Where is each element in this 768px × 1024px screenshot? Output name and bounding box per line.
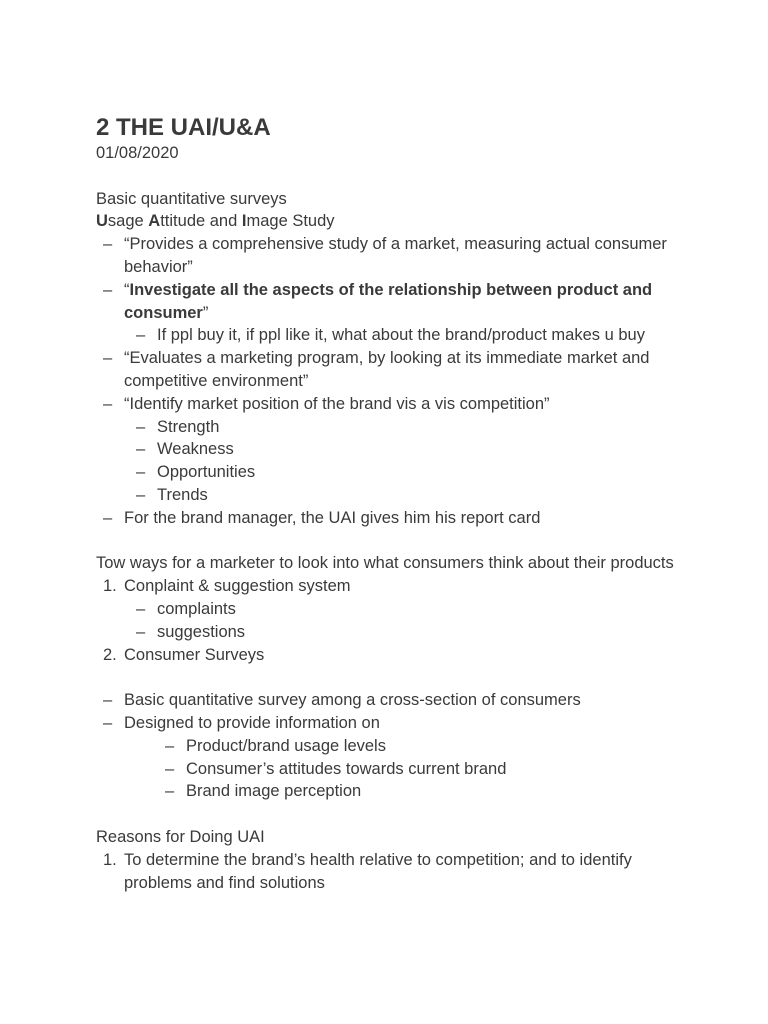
definition-text: “Evaluates a marketing program, by looking at its immediate market and competitive environment” xyxy=(124,349,650,390)
list-item xyxy=(96,507,676,530)
list-item xyxy=(96,393,676,416)
acronym-letter-i: I xyxy=(241,212,247,231)
sub-item-text: Product/brand usage levels xyxy=(186,736,386,755)
list-item xyxy=(96,644,676,667)
numbered-item-text: To determine the brand’s health relative to competition; and to identify problems and find solutions xyxy=(124,850,632,892)
sub-item-text: Brand image perception xyxy=(186,782,362,801)
definition-text: For the brand manager, the UAI gives him his report card xyxy=(124,508,541,527)
definition-text: “Provides a comprehensive study of a market, measuring actual consumer behavior” xyxy=(124,235,667,276)
acronym-text-usage: sage xyxy=(107,212,149,231)
dash-bullet: – xyxy=(136,440,146,459)
dash-bullet: – xyxy=(136,485,146,504)
list-item xyxy=(96,849,676,895)
sub-item-text: If ppl buy it, if ppl like it, what about the brand/product makes u buy xyxy=(157,326,645,345)
dash-bullet: – xyxy=(103,235,113,254)
definition-bold-text: Investigate all the aspects of the relationship between product and consumer xyxy=(124,280,653,322)
page-title: 2 THE UAI/U&A xyxy=(96,114,271,141)
dash-bullet: – xyxy=(103,349,113,368)
acronym-line xyxy=(96,210,676,233)
survey-text: Basic quantitative survey among a cross-section of consumers xyxy=(124,691,581,710)
list-item xyxy=(96,780,676,803)
list-item xyxy=(96,438,676,461)
acronym-letter-u: U xyxy=(96,212,108,231)
dash-bullet: – xyxy=(136,599,146,618)
dash-bullet: – xyxy=(165,759,175,778)
note-page xyxy=(96,114,676,894)
sub-item-text: Trends xyxy=(157,485,208,504)
acronym-text-attitude: ttitude and xyxy=(160,212,242,231)
blank-line xyxy=(96,530,676,553)
number-marker: 2. xyxy=(103,645,117,664)
sub-item-text: Consumer’s attitudes towards current brand xyxy=(186,759,507,778)
sub-item-text: suggestions xyxy=(157,622,246,641)
note-date: 01/08/2020 xyxy=(96,144,179,162)
definition-text: “Identify market position of the brand vis a vis competition” xyxy=(124,394,550,413)
dash-bullet: – xyxy=(165,736,175,755)
list-item xyxy=(96,347,676,393)
list-item xyxy=(96,758,676,781)
dash-bullet: – xyxy=(136,326,146,345)
list-item xyxy=(96,279,676,325)
quote-close: ” xyxy=(202,303,209,322)
dash-bullet: – xyxy=(165,782,175,801)
dash-bullet: – xyxy=(103,280,113,299)
number-marker: 1. xyxy=(103,850,117,869)
list-item xyxy=(96,461,676,484)
sub-item-text: Opportunities xyxy=(157,463,256,482)
dash-bullet: – xyxy=(103,713,113,732)
numbered-item-text: Consumer Surveys xyxy=(124,645,265,664)
list-item xyxy=(96,416,676,439)
list-item xyxy=(96,735,676,758)
dash-bullet: – xyxy=(136,622,146,641)
acronym-letter-a: A xyxy=(148,212,161,231)
list-item xyxy=(96,689,676,712)
blank-line xyxy=(96,165,676,188)
dash-bullet: – xyxy=(136,417,146,436)
dash-bullet: – xyxy=(136,463,146,482)
blank-line xyxy=(96,666,676,689)
dash-bullet: – xyxy=(103,508,113,527)
list-item xyxy=(96,233,676,279)
list-item xyxy=(96,621,676,644)
dash-bullet: – xyxy=(103,691,113,710)
numbered-item-text: Conplaint & suggestion system xyxy=(124,577,351,596)
list-item xyxy=(96,712,676,735)
reasons-heading: Reasons for Doing UAI xyxy=(96,827,265,846)
list-item xyxy=(96,575,676,598)
intro-line: Basic quantitative surveys xyxy=(96,189,287,208)
list-item xyxy=(96,484,676,507)
dash-bullet: – xyxy=(103,394,113,413)
survey-text: Designed to provide information on xyxy=(124,713,380,732)
sub-item-text: Weakness xyxy=(157,440,234,459)
blank-line xyxy=(96,803,676,826)
number-marker: 1. xyxy=(103,577,117,596)
list-item xyxy=(96,324,676,347)
ways-heading: Tow ways for a marketer to look into what consumers think about their products xyxy=(96,554,674,573)
sub-item-text: Strength xyxy=(157,417,220,436)
quote-open: “ xyxy=(124,280,130,299)
sub-item-text: complaints xyxy=(157,599,236,618)
list-item xyxy=(96,598,676,621)
acronym-text-image: mage Study xyxy=(246,212,335,231)
